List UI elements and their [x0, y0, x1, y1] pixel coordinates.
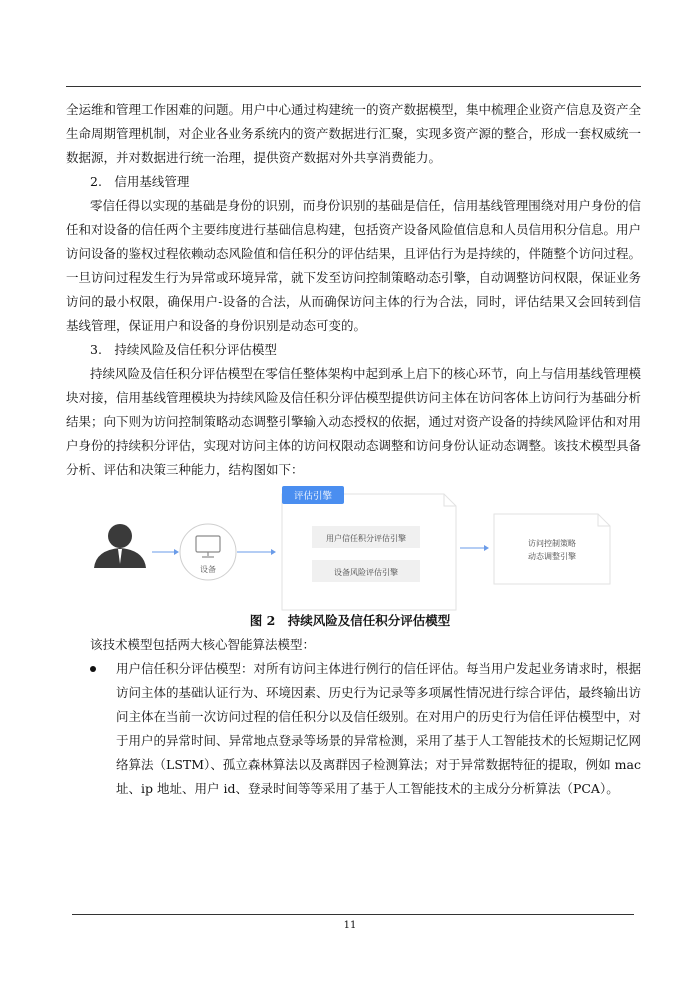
- paragraph-line: 分析、评估和决策三种能力，结构图如下：: [66, 462, 304, 477]
- bullet-line: 络算法（LSTM）、孤立森林算法以及离群因子检测算法；对于异常数据特征的提取，例如 mac: [116, 757, 641, 772]
- figure-caption: 图 2 持续风险及信任积分评估模型: [249, 613, 451, 628]
- bullet-line: 用户信任积分评估模型：对所有访问主体进行例行的信任评估。每当用户发起业务请求时，根据: [116, 661, 641, 676]
- paragraph-line: 任和对设备的信任两个主要纬度进行基础信息构建，包括资产设备风险值信息和人员信用积分信息。用户: [66, 222, 641, 237]
- arrow-panel-target: [460, 545, 489, 551]
- arrow-user-device: [152, 549, 179, 555]
- paragraph-line: 生命周期管理机制，对企业各业务系统内的资产数据进行汇聚，实现多资产源的整合，形成一套权威统一: [66, 126, 641, 141]
- after-figure-text: [66, 633, 641, 801]
- header-rule: [66, 86, 641, 87]
- paragraph-line: 结果；向下则为访问控制策略动态调整引擎输入动态授权的依据，通过对资产设备的持续风险评估和对用: [66, 414, 641, 429]
- evaluation-engine-panel: [282, 486, 456, 610]
- bullet-line: 于用户的异常时间、异常地点登录等场景的异常检测，采用了基于人工智能技术的长短期记忆网: [116, 733, 641, 748]
- target-label-line1: 访问控制策略: [528, 539, 576, 548]
- paragraph-line: 一旦访问过程发生行为异常或环境异常，就下发至访问控制策略动态引擎，自动调整访问权限，保证业务: [66, 270, 641, 285]
- structure-diagram: [66, 486, 641, 614]
- intro-line: 该技术模型包括两大核心智能算法模型：: [90, 637, 316, 652]
- paragraph-line: 零信任得以实现的基础是身份的识别，而身份识别的基础是信任，信用基线管理围绕对用户身份的信: [90, 198, 641, 213]
- paragraph-line: 访问设备的鉴权过程依赖动态风险值和信任积分的评估结果，且评估行为是持续的，伴随整个访问过程。: [66, 246, 641, 261]
- body-text: [66, 98, 641, 482]
- engine-label-user-trust: 用户信任积分评估引擎: [326, 534, 406, 543]
- device-label: 设备: [200, 565, 216, 574]
- device-node: [180, 524, 236, 580]
- bullet-icon: [90, 666, 96, 672]
- bullet-line: 访问主体的基础认证行为、环境因素、历史行为记录等多项属性情况进行综合评估，最终输出访: [116, 685, 641, 700]
- bullet-line: 址、ip 地址、用户 id、登录时间等等采用了基于人工智能技术的主成分分析算法（PCA）。: [116, 781, 619, 796]
- target-label-line2: 动态调整引擎: [528, 552, 576, 561]
- paragraph-line: 全运维和管理工作困难的问题。用户中心通过构建统一的资产数据模型，集中梳理企业资产信息及资产全: [66, 102, 641, 117]
- section-heading: 2. 信用基线管理: [90, 174, 190, 189]
- paragraph-line: 户身份的持续积分评估，实现对访问主体的访问权限动态调整和访问身份认证动态调整。该技术模型具备: [66, 438, 641, 453]
- bullet-item: [66, 657, 641, 801]
- paragraph-line: 持续风险及信任积分评估模型在零信任整体架构中起到承上启下的核心环节，向上与信用基线管理模: [90, 366, 641, 381]
- section-heading: 3. 持续风险及信任积分评估模型: [90, 342, 277, 357]
- panel-title: 评估引擎: [293, 491, 333, 502]
- page-number: 11: [343, 920, 357, 931]
- access-control-engine-box: [494, 514, 610, 584]
- paragraph-line: 基线管理，保证用户和设备的身份识别是动态可变的。: [66, 318, 367, 333]
- bullet-line: 问主体在当前一次访问过程的信任积分以及信任级别。在对用户的历史行为信任评估模型中，对: [116, 709, 641, 724]
- engine-label-device-risk: 设备风险评估引擎: [334, 568, 398, 577]
- paragraph-line: 访问的最小权限，确保用户-设备的合法，从而确保访问主体的行为合法，同时，评估结果又会回转到信: [66, 294, 641, 309]
- footer-rule: [72, 914, 634, 915]
- paragraph-line: 块对接，信用基线管理模块为持续风险及信任积分评估模型提供访问主体在访问客体上访问行为基础分析: [66, 390, 641, 405]
- paragraph-line: 数据源，并对数据进行统一治理，提供资产数据对外共享消费能力。: [66, 150, 442, 165]
- user-icon: [94, 524, 146, 568]
- arrow-device-panel: [237, 549, 276, 555]
